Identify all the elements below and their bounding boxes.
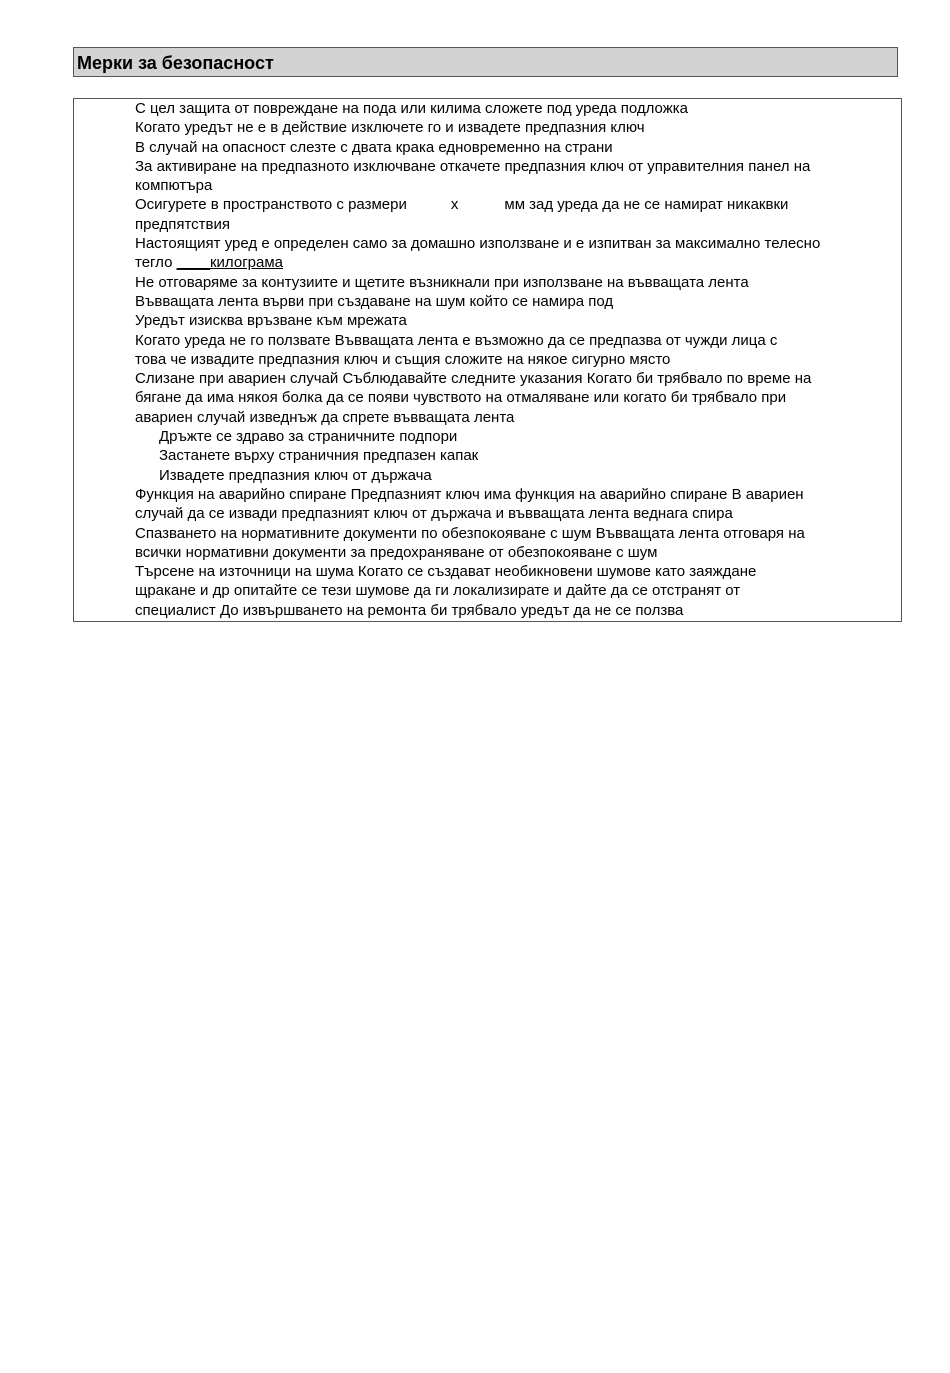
instruction-line: С цел защита от повреждане на пода или килима сложете под уреда подложка: [135, 100, 688, 117]
instruction-line: Спазването на нормативните документи по обезпокояване с шум Въвващата лента отговаря на: [135, 524, 805, 542]
instruction-line: всички нормативни документи за предохраняване от обезпокояване с шум: [135, 543, 658, 561]
instruction-line: Търсене на източници на шума Когато се създават необикновени шумове като заяждане: [135, 563, 757, 581]
weight-label: тегло: [135, 254, 173, 272]
instruction-line: В случай на опасност слезте с двата крака едновременно на страни: [135, 138, 613, 156]
instruction-line-dimensions: [135, 195, 900, 214]
instruction-line: Слизане при авариен случай Съблюдавайте следните указания Когато би трябвало по време на: [135, 370, 812, 388]
instruction-subitem: Дръжте се здраво за страничните подпори: [159, 428, 458, 446]
instruction-line: предпятствия: [135, 215, 231, 233]
instruction-line: бягане да има някоя болка да се появи чувството на отмаляване или когато би трябвало при: [135, 389, 787, 407]
instruction-line: компютъра: [135, 177, 213, 195]
instruction-subitem: Извадете предпазния ключ от държача: [159, 466, 432, 484]
section-header: [73, 47, 898, 77]
safety-instructions-list: [135, 99, 900, 620]
instruction-subitem: Застанете върху страничния предпазен капак: [159, 447, 479, 465]
safety-instructions-box: [73, 98, 902, 622]
dimensions-text-end: мм зад уреда да не се намират никаквки: [504, 196, 789, 214]
dimensions-x: x: [450, 196, 459, 214]
section-title: Мерки за безопасност: [77, 53, 274, 73]
dimensions-text-start: Осигурете в пространството с размери: [135, 196, 407, 214]
instruction-line: специалист До извършването на ремонта би трябвало уредът да не се ползва: [135, 601, 684, 619]
instruction-line: щракане и др опитайте се тези шумове да ги локализирате и дайте да се отстранят от: [135, 582, 741, 600]
instruction-line: Когато уредът не е в действие изключете го и извадете предпазния ключ: [135, 119, 645, 137]
instruction-line: Уредът изисква връзване към мрежата: [135, 312, 407, 330]
instruction-line: За активиране на предпазното изключване откачете предпазния ключ от управителния панел на: [135, 157, 811, 175]
instruction-line: Функция на аварийно спиране Предпазният ключ има функция на аварийно спиране В авариен: [135, 485, 804, 503]
instruction-line: авариен случай изведнъж да спрете въвващата лента: [135, 408, 515, 426]
instruction-line-weight: [135, 253, 900, 272]
instruction-line: Настоящият уред е определен само за домашно използване и е изпитван за максимално телесно: [135, 235, 821, 253]
weight-value: ____килограма: [176, 254, 284, 272]
instruction-line: Не отговаряме за контузиите и щетите възникнали при използване на въвващата лента: [135, 273, 749, 291]
instruction-line: това че извадите предпазния ключ и същия сложите на някое сигурно място: [135, 350, 671, 368]
instruction-line: Въвващата лента върви при създаване на шум който се намира под: [135, 292, 614, 310]
instruction-line: случай да се извади предпазният ключ от държача и въвващата лента веднага спира: [135, 505, 733, 523]
instruction-line: Когато уреда не го ползвате Въвващата лента е възможно да се предпазва от чужди лица с: [135, 331, 778, 349]
